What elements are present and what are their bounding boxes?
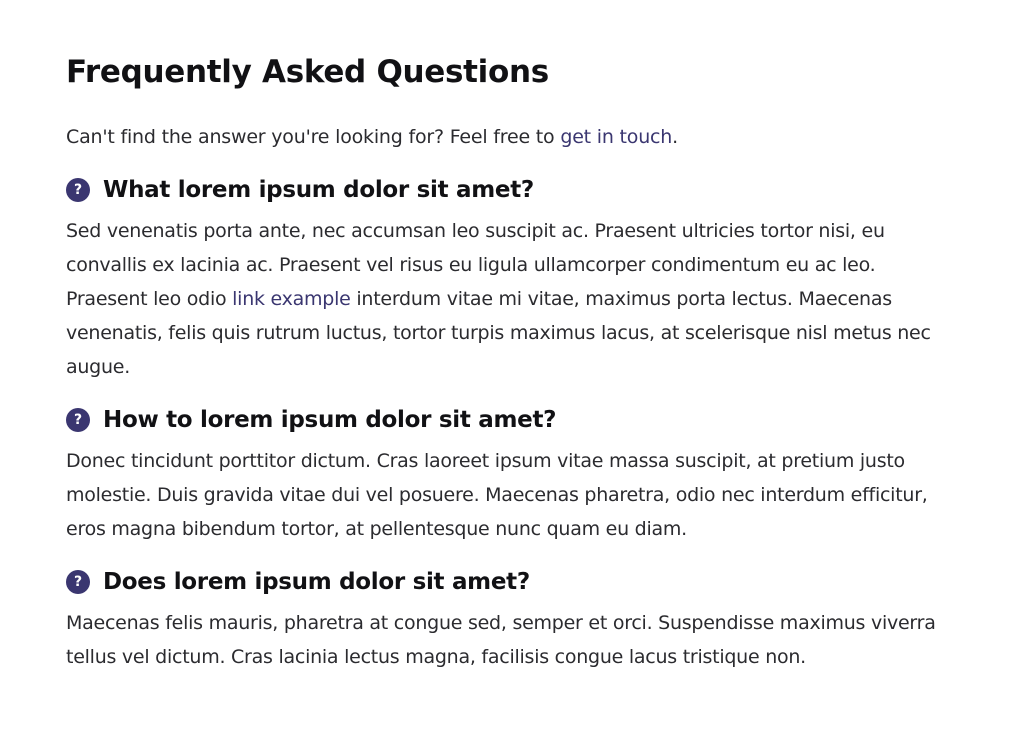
intro-text-start: Can't find the answer you're looking for? Feel free to (66, 126, 561, 148)
faq-question (66, 404, 956, 436)
page-title: Frequently Asked Questions (66, 54, 549, 90)
faq-question-text: What lorem ipsum dolor sit amet? (103, 177, 534, 203)
faq-answer: Maecenas felis mauris, pharetra at congue sed, semper et orci. Suspendisse maximus viverra tellus vel dictum. Cras lacinia lectus magna, facilisis congue lacus tristique non. (66, 612, 936, 668)
faq-item (66, 566, 956, 674)
link-example[interactable]: link example (232, 288, 351, 310)
question-circle-icon: ? (66, 408, 90, 432)
intro-text-end: . (672, 126, 678, 148)
question-circle-icon: ? (66, 570, 90, 594)
faq-answer-start: Sed venenatis porta ante, nec accumsan leo suscipit ac. Praesent ultricies tortor nisi, eu convallis ex lacinia ac. Praesent vel risus eu ligula ullamcorper condimentum eu ac leo. Praesent leo odio (66, 220, 885, 310)
faq-item (66, 404, 956, 546)
faq-question (66, 566, 956, 598)
faq-answer (66, 214, 956, 384)
faq-answer-end: interdum vitae mi vitae, maximus porta lectus. Maecenas venenatis, felis quis rutrum luctus, tortor turpis maximus lacus, at scelerisque nisl metus nec augue. (66, 288, 931, 378)
faq-item (66, 174, 956, 384)
question-circle-icon: ? (66, 178, 90, 202)
faq-answer: Donec tincidunt porttitor dictum. Cras laoreet ipsum vitae massa suscipit, at pretium justo molestie. Duis gravida vitae dui vel posuere. Maecenas pharetra, odio nec interdum efficitur, eros magna bibendum tortor, at pellentesque nunc quam eu diam. (66, 450, 928, 540)
faq-question-text: How to lorem ipsum dolor sit amet? (103, 407, 557, 433)
get-in-touch-link[interactable]: get in touch (560, 126, 673, 148)
intro-text (66, 122, 956, 152)
faq-question (66, 174, 956, 206)
faq-question-text: Does lorem ipsum dolor sit amet? (103, 569, 530, 595)
